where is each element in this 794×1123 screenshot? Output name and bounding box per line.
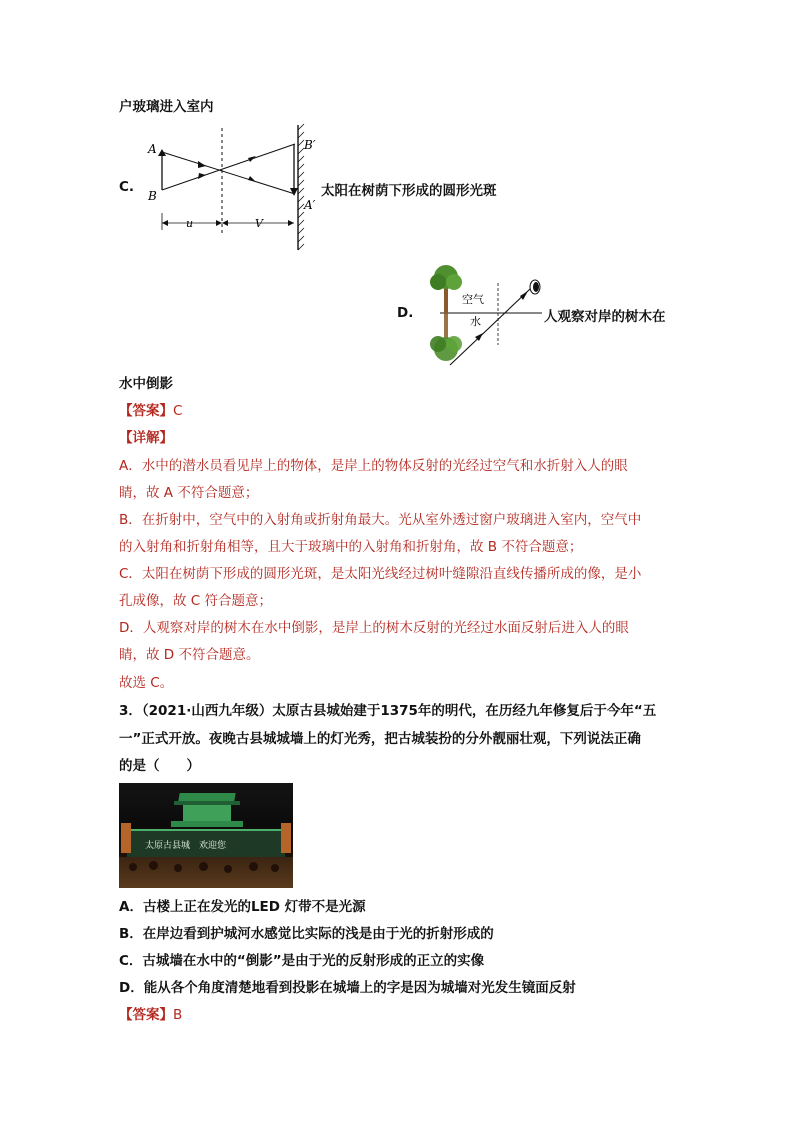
dim-arrow <box>162 220 168 226</box>
explanation-line: A．水中的潜水员看见岸上的物体，是岸上的物体反射的光经过空气和水折射入人的眼 <box>119 458 628 474</box>
question-3-line: 的是（ ） <box>119 758 200 774</box>
dim-arrow <box>216 220 222 226</box>
tree-reflection-trunk <box>444 313 448 339</box>
ray-arrow <box>198 161 206 168</box>
question-3-line: 3．（2021·山西九年级）太原古县城始建于1375年的明代，在历经九年修复后于今年“五 <box>119 703 657 719</box>
label-u: u <box>186 217 194 230</box>
label-air: 空气 <box>462 293 484 306</box>
answer-value: C <box>173 403 183 419</box>
dim-arrow <box>222 220 228 226</box>
question-3-option-c: C．古城墙在水中的“倒影”是由于光的反射形成的正立的实像 <box>119 953 485 969</box>
option-d-text-continued: 水中倒影 <box>119 376 173 392</box>
city-wall-photo <box>119 783 293 888</box>
label-b: B <box>148 189 157 203</box>
option-c-text: 太阳在树荫下形成的圆形光斑 <box>321 183 497 199</box>
explanation-line: C．太阳在树荫下形成的圆形光斑，是太阳光线经过树叶缝隙沿直线传播所成的像，是小 <box>119 566 642 582</box>
tree-trunk <box>444 287 448 313</box>
answer-value: B <box>173 1007 183 1023</box>
pinhole-diagram <box>140 120 320 255</box>
question-3-line: 一”正式开放。夜晚古县城城墙上的灯光秀，把古城装扮的分外靓丽壮观，下列说法正确 <box>119 731 641 747</box>
answer-line-2 <box>119 1005 182 1025</box>
option-d-label: D. <box>397 305 414 321</box>
tower-roof <box>178 793 235 801</box>
dim-arrow <box>288 220 294 226</box>
option-d-text: 人观察对岸的树木在 <box>544 309 666 325</box>
explanation-line: 睛，故 D 不符合题意。 <box>119 647 260 663</box>
ray-arrow <box>248 156 256 162</box>
answer-tag: 【答案】 <box>119 403 173 419</box>
option-c-label: C. <box>119 179 135 195</box>
label-a: A <box>148 142 157 156</box>
ray-arrow <box>248 176 256 182</box>
label-b-prime: B′ <box>304 138 316 152</box>
label-v: V <box>255 217 263 230</box>
ray-arrow <box>520 291 528 300</box>
continued-option-text: 户玻璃进入室内 <box>119 99 214 115</box>
lit-wall <box>127 829 285 857</box>
answer-tag: 【答案】 <box>119 1007 173 1023</box>
label-water: 水 <box>470 315 481 328</box>
question-3-option-d: D．能从各个角度清楚地看到投影在城墙上的字是因为城墙对光发生镜面反射 <box>119 980 576 996</box>
explanation-line: D．人观察对岸的树木在水中倒影，是岸上的树木反射的光经过水面反射后进入人的眼 <box>119 620 629 636</box>
ray-b <box>162 144 295 190</box>
conclusion: 故选 C。 <box>119 675 174 691</box>
question-3-option-a: A．古楼上正在发光的LED 灯带不是光源 <box>119 899 366 915</box>
ray-a <box>162 152 295 194</box>
wall-sign: 太原古县城 欢迎您 <box>145 841 227 851</box>
explanation-line: 睛，故 A 不符合题意； <box>119 485 259 501</box>
image-arrow-head <box>290 188 298 196</box>
explanation-line: 孔成像，故 C 符合题意； <box>119 593 273 609</box>
detail-tag: 【详解】 <box>119 430 173 446</box>
ray-arrow <box>198 173 206 179</box>
question-3-option-b: B．在岸边看到护城河水感觉比实际的浅是由于光的折射形成的 <box>119 926 494 942</box>
explanation-line: 的入射角和折射角相等，且大于玻璃中的入射角和折射角，故 B 不符合题意； <box>119 539 583 555</box>
crowd <box>119 857 293 888</box>
explanation-line: B．在折射中，空气中的入射角或折射角最大。光从室外透过窗户玻璃进入室内，空气中 <box>119 512 642 528</box>
label-a-prime: A′ <box>304 198 316 212</box>
reflection-diagram <box>420 263 545 370</box>
answer-line <box>119 401 182 421</box>
